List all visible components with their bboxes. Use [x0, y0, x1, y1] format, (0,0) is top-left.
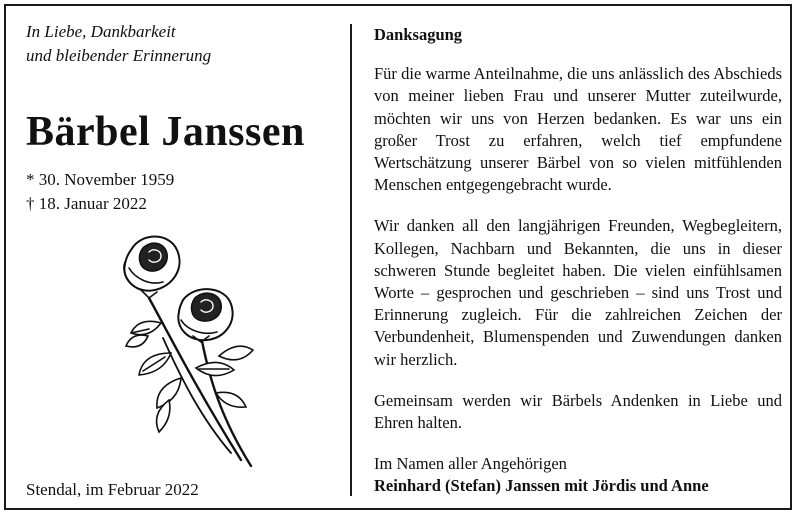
- signoff-names: Reinhard (Stefan) Janssen mit Jördis und Anne: [374, 476, 709, 496]
- thanks-paragraph-1: Für die warme Anteilnahme, die uns anlässlich des Abschieds von meiner lieben Frau und unserer Mutter zuteilwurde, möchten wir uns von Herzen bedanken. Es war uns ein großer Trost zu erfahren, welch tief empfundene Wertschätzung unserer Bärbel von so vielen mitfühlenden Menschen entgegengebracht wurde.: [374, 64, 782, 195]
- place-date: Stendal, im Februar 2022: [26, 480, 199, 499]
- intro-text: [26, 20, 346, 68]
- birth-date: * 30. November 1959: [26, 170, 175, 189]
- thanks-heading: Danksagung: [374, 25, 463, 44]
- column-divider: [350, 24, 352, 496]
- obituary-frame: [4, 4, 792, 510]
- intro-line-1: In Liebe, Dankbarkeit: [26, 22, 176, 41]
- roses-illustration: [101, 228, 281, 468]
- signoff-line: Im Namen aller Angehörigen: [374, 454, 567, 474]
- death-date: † 18. Januar 2022: [26, 194, 147, 213]
- intro-line-2: und bleibender Erinnerung: [26, 46, 212, 65]
- life-dates: [26, 168, 174, 216]
- thanks-paragraph-2: Wir danken all den langjährigen Freunden, Wegbegleitern, Kollegen, Nachbarn und Bekannten, die uns in dieser schweren Stunde begleitet haben. Die vielen einfühlsamen Worte – gesprochen und geschrieben – sind uns Trost und Erinnerung zugleich. Für die zahlreichen Zeichen der Verbundenheit, Blumenspenden und Zuwendungen danken wir herzlich.: [374, 216, 782, 369]
- memorial-column: [26, 20, 346, 500]
- thanks-column: [374, 24, 782, 498]
- deceased-name: Bärbel Janssen: [26, 109, 305, 155]
- thanks-paragraph-3: Gemeinsam werden wir Bärbels Andenken in Liebe und Ehren halten.: [374, 390, 782, 433]
